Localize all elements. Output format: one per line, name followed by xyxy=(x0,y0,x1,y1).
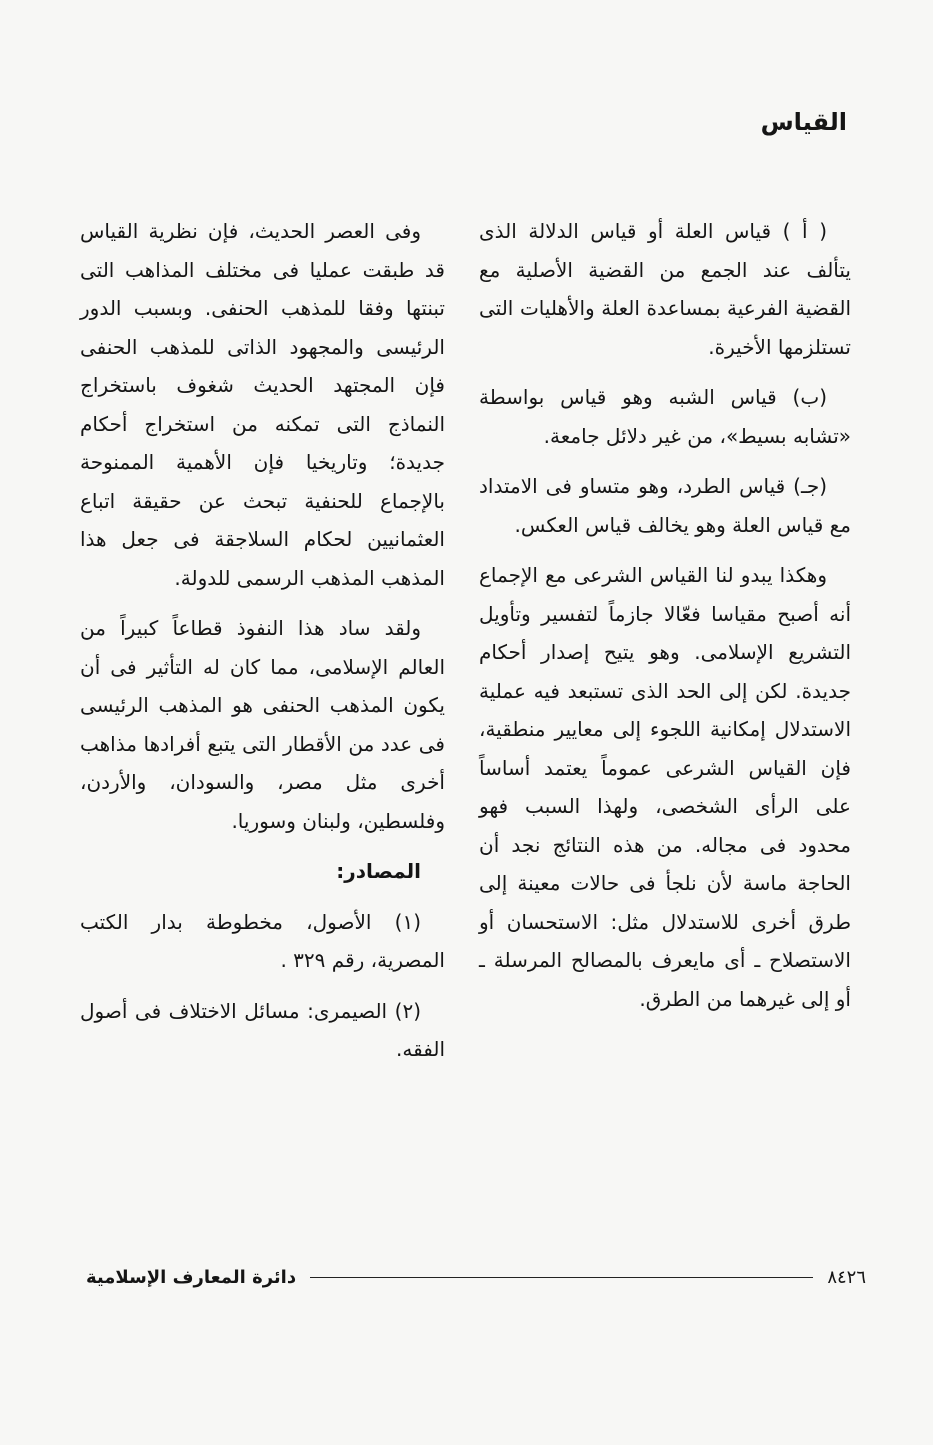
sources-heading: المصادر: xyxy=(336,859,421,883)
page-title: القياس xyxy=(760,108,847,136)
paragraph-qiyas-shari: وهكذا يبدو لنا القياس الشرعى مع الإجماع أنه أصبح مقياسا فعّالا جازماً لتفسير وتأويل التشريع الإسلامى. وهو يتيح إصدار أحكام جديدة. لكن إلى الحد الذى تستبعد فيه عملية الاستدلال إمكانية اللجوء إلى معايير منطقية، فإن القياس الشرعى عموماً يعتمد أساساً على الرأى الشخصى، ولهذا السبب فهو محدود فى مجاله. من هذه النتائج نجد أن الحاجة ماسة لأن نلجأ فى حالات معينة إلى طرق أخرى للاستدلال مثل: الاستحسان أو الاستصلاح ـ أى مايعرف بالمصالح المرسلة ـ أو إلى غيرهما من الطرق. xyxy=(479,563,851,1011)
paragraph-modern-era: وفى العصر الحديث، فإن نظرية القياس قد طبقت عمليا فى مختلف المذاهب التى تبنتها وفقا للمذهب الحنفى. وبسبب الدور الرئيسى والمجهود الذاتى للمذهب الحنفى فإن المجتهد الحديث شغوف باستخراج النماذج التى تمكنه من استخراج أحكام جديدة؛ وتاريخيا فإن الأهمية الممنوحة بالإجماع للحنفية تبحث عن حقيقة اتباع العثمانيين لحكام السلاجقة فى جعل هذا المذهب المذهب الرسمى للدولة. xyxy=(80,219,445,590)
source-item: (١) الأصول، مخطوطة بدار الكتب المصرية، رقم ٣٢٩ . xyxy=(80,909,445,972)
encyclopedia-title: دائرة المعارف الإسلامية xyxy=(86,1266,297,1288)
paragraph-qiyas-illa: ( أ ) قياس العلة أو قياس الدلالة الذى يتألف عند الجمع من القضية الأصلية مع القضية الفرعية بمساعدة العلة والأهليات التى تستلزمها الأخيرة. xyxy=(479,219,851,359)
paragraph-qiyas-tard: (جـ) قياس الطرد، وهو متساو فى الامتداد مع قياس العلة وهو يخالف قياس العكس. xyxy=(479,474,851,537)
footer-divider xyxy=(310,1277,813,1278)
paragraph-influence: ولقد ساد هذا النفوذ قطاعاً كبيراً من العالم الإسلامى، مما كان له التأثير فى أن يكون المذهب الحنفى هو المذهب الرئيسى فى عدد من الأقطار التى يتبع أفرادها مذاهب أخرى مثل مصر، والسودان، والأردن، وفلسطين، ولبنان وسوريا. xyxy=(80,616,445,833)
source-item: (٢) الصيمرى: مسائل الاختلاف فى أصول الفقه. xyxy=(80,998,445,1061)
page-footer xyxy=(86,1262,866,1292)
paragraph-qiyas-shabah: (ب) قياس الشبه وهو قياس بواسطة «تشابه بسيط»، من غير دلائل جامعة. xyxy=(479,385,851,448)
right-column xyxy=(479,212,851,1030)
left-column xyxy=(80,212,445,1081)
page-number: ٨٤٢٦ xyxy=(827,1266,866,1288)
